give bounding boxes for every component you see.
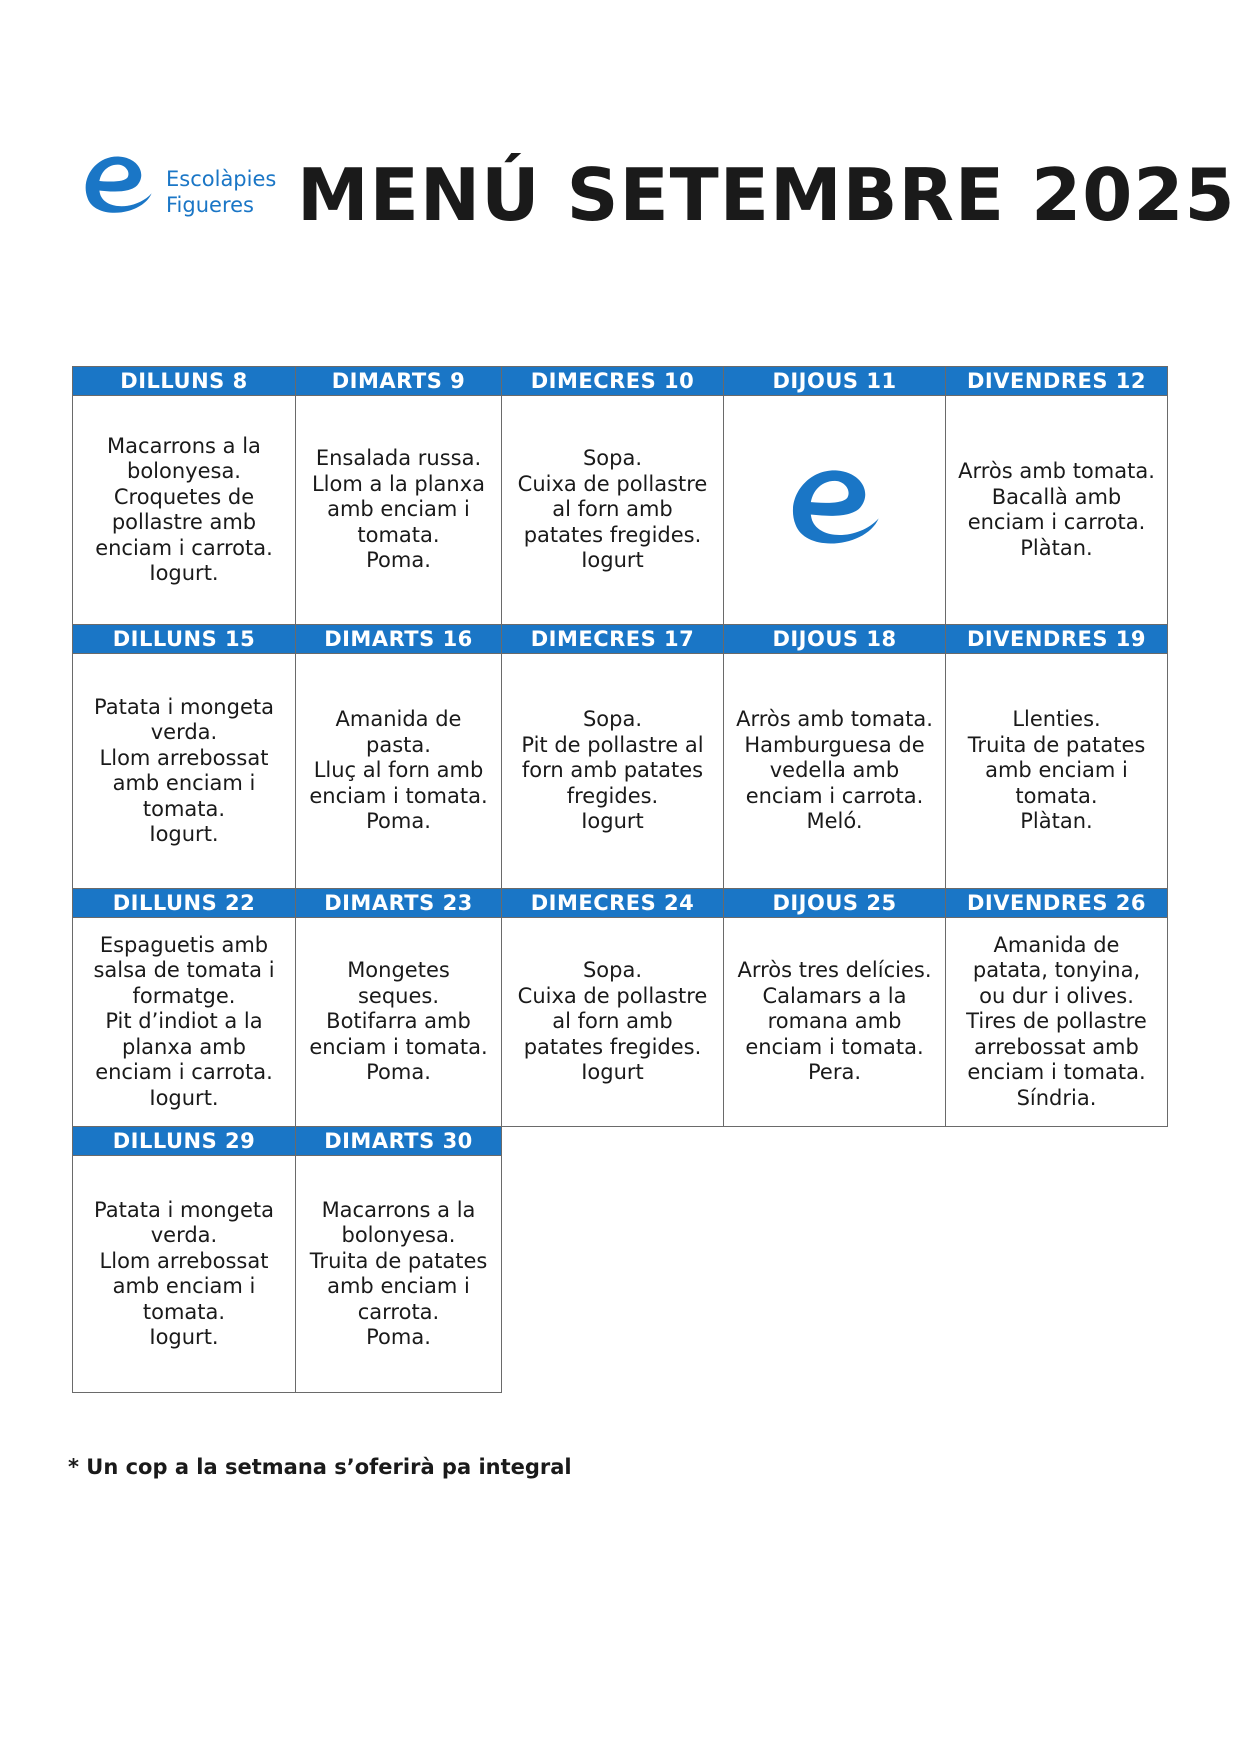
day-menu: Sopa. Pit de pollastre al forn amb patates fregides. Iogurt	[521, 707, 704, 834]
day-header: DIMARTS 16	[296, 625, 501, 654]
empty-cell	[724, 1127, 946, 1393]
school-name	[166, 166, 276, 218]
footnote: * Un cop a la setmana s’oferirà pa integral	[68, 1455, 572, 1479]
school-name-line1: Escolàpies	[166, 167, 277, 191]
empty-cell	[502, 1127, 724, 1393]
day-cell	[73, 889, 296, 1127]
day-logo	[724, 396, 945, 624]
day-menu: Macarrons a la bolonyesa. Truita de patates amb enciam i carrota. Poma.	[309, 1197, 488, 1349]
day-header: DIMARTS 9	[296, 367, 501, 396]
day-cell	[502, 889, 724, 1127]
day-menu: Ensalada russa. Llom a la planxa amb enciam i tomata. Poma.	[311, 446, 486, 573]
day-header: DIMARTS 23	[296, 889, 501, 918]
week-row	[73, 1127, 1168, 1393]
day-menu: Arròs tres delícies. Calamars a la romana amb enciam i tomata. Pera.	[737, 958, 932, 1085]
day-menu: Patata i mongeta verda. Llom arrebossat amb enciam i tomata. Iogurt.	[94, 1197, 274, 1349]
day-header: DILLUNS 22	[73, 889, 295, 918]
day-cell	[73, 367, 296, 625]
day-cell	[724, 625, 946, 889]
day-menu: Arròs amb tomata. Hamburguesa de vedella amb enciam i carrota. Meló.	[736, 707, 933, 834]
day-cell	[73, 625, 296, 889]
school-name-line2: Figueres	[166, 193, 254, 217]
page-title: MENÚ SETEMBRE 2025	[297, 153, 1236, 237]
week-row	[73, 367, 1168, 625]
escolapies-e-logo-icon	[783, 454, 887, 566]
day-cell	[502, 367, 724, 625]
day-header: DIVENDRES 12	[946, 367, 1167, 396]
day-cell	[946, 367, 1168, 625]
day-header: DIMARTS 30	[296, 1127, 501, 1156]
week-row	[73, 889, 1168, 1127]
day-cell	[296, 367, 502, 625]
day-header: DIVENDRES 26	[946, 889, 1167, 918]
day-cell	[946, 889, 1168, 1127]
week-row	[73, 625, 1168, 889]
day-cell	[724, 367, 946, 625]
day-header: DIJOUS 25	[724, 889, 945, 918]
day-menu: Llenties. Truita de patates amb enciam i tomata. Plàtan.	[967, 707, 1146, 834]
day-menu: Patata i mongeta verda. Llom arrebossat amb enciam i tomata. Iogurt.	[94, 694, 274, 846]
day-header: DILLUNS 8	[73, 367, 295, 396]
day-header: DIMECRES 17	[502, 625, 723, 654]
day-cell	[296, 889, 502, 1127]
school-logo	[78, 144, 278, 234]
day-menu: Sopa. Cuixa de pollastre al forn amb patates fregides. Iogurt	[517, 958, 708, 1085]
day-header: DIMECRES 24	[502, 889, 723, 918]
day-header: DIJOUS 18	[724, 625, 945, 654]
day-cell	[946, 625, 1168, 889]
day-cell	[502, 625, 724, 889]
day-header: DILLUNS 29	[73, 1127, 295, 1156]
day-menu: Macarrons a la bolonyesa. Croquetes de pollastre amb enciam i carrota. Iogurt.	[95, 433, 273, 585]
day-cell	[73, 1127, 296, 1393]
escolapies-e-logo-icon	[78, 144, 158, 230]
day-header: DIVENDRES 19	[946, 625, 1167, 654]
menu-calendar	[72, 366, 1168, 1393]
day-header: DILLUNS 15	[73, 625, 295, 654]
day-cell	[296, 625, 502, 889]
day-menu: Amanida de patata, tonyina, ou dur i olives. Tires de pollastre arrebossat amb enciam i tomata. Síndria.	[966, 932, 1147, 1110]
day-menu: Arròs amb tomata. Bacallà amb enciam i carrota. Plàtan.	[958, 459, 1155, 560]
day-menu: Mongetes seques. Botifarra amb enciam i tomata. Poma.	[309, 958, 488, 1085]
empty-cell	[946, 1127, 1168, 1393]
day-header: DIMECRES 10	[502, 367, 723, 396]
day-menu: Sopa. Cuixa de pollastre al forn amb patates fregides. Iogurt	[517, 446, 708, 573]
day-cell	[724, 889, 946, 1127]
day-header: DIJOUS 11	[724, 367, 945, 396]
day-menu: Espaguetis amb salsa de tomata i formatge. Pit d’indiot a la planxa amb enciam i carrota. Iogurt.	[93, 932, 275, 1110]
day-cell	[296, 1127, 502, 1393]
day-menu: Amanida de pasta. Lluç al forn amb enciam i tomata. Poma.	[309, 707, 488, 834]
